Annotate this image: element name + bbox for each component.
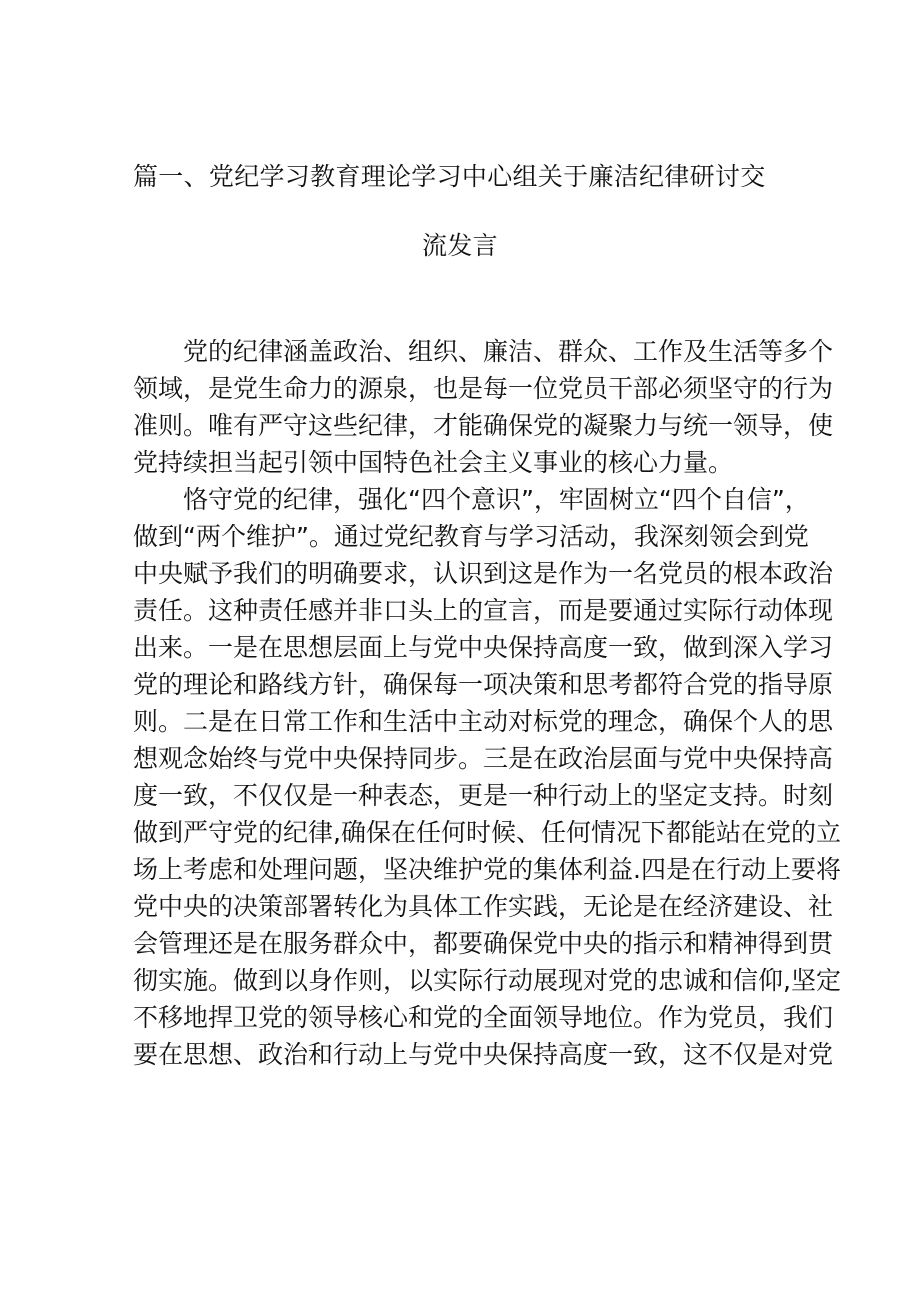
paragraph-2-line: 恪守党的纪律，强化“四个意识”，牢固树立“四个自信”，	[183, 485, 810, 514]
paragraph-2-line: 不移地捍卫党的领导核心和党的全面领导地位。作为党员，我们	[133, 1003, 834, 1032]
paragraph-1-line: 党的纪律涵盖政治、组织、廉洁、群众、工作及生活等多个	[183, 337, 834, 366]
document-title-line-2: 流发言	[422, 231, 498, 260]
paragraph-2-line: 要在思想、政治和行动上与党中央保持高度一致，这不仅是对党	[133, 1040, 834, 1069]
paragraph-2-line: 彻实施。做到以身作则，以实际行动展现对党的忠诚和信仰,坚定	[133, 966, 841, 995]
paragraph-1-line: 领域，是党生命力的源泉，也是每一位党员干部必须坚守的行为	[133, 374, 834, 403]
paragraph-2-line: 做到严守党的纪律,确保在任何时候、任何情况下都能站在党的立	[133, 818, 841, 847]
paragraph-2-line: 度一致，不仅仅是一种表态，更是一种行动上的坚定支持。时刻	[133, 781, 834, 810]
paragraph-2-line: 则。二是在日常工作和生活中主动对标党的理念，确保个人的思	[133, 707, 834, 736]
paragraph-2-line: 想观念始终与党中央保持同步。三是在政治层面与党中央保持高	[133, 744, 834, 773]
paragraph-2-line: 场上考虑和处理问题，坚决维护党的集体利益.四是在行动上要将	[133, 855, 841, 884]
document-title-line-1: 篇一、党纪学习教育理论学习中心组关于廉洁纪律研讨交	[133, 162, 766, 191]
document-body	[133, 333, 841, 1073]
paragraph-2-line: 出来。一是在思想层面上与党中央保持高度一致，做到深入学习	[133, 633, 834, 662]
paragraph-2-line: 党中央的决策部署转化为具体工作实践，无论是在经济建设、社	[133, 892, 834, 921]
paragraph-1-line: 党持续担当起引领中国特色社会主义事业的核心力量。	[133, 448, 734, 477]
paragraph-2-line: 会管理还是在服务群众中，都要确保党中央的指示和精神得到贯	[133, 929, 834, 958]
paragraph-2-line: 责任。这种责任感并非口头上的宣言，而是要通过实际行动体现	[133, 596, 834, 625]
paragraph-1-line: 准则。唯有严守这些纪律，才能确保党的凝聚力与统一领导，使	[133, 411, 834, 440]
paragraph-2-line: 做到“两个维护”。通过党纪教育与学习活动，我深刻领会到党	[133, 522, 809, 551]
paragraph-2-line: 中央赋予我们的明确要求，认识到这是作为一名党员的根本政治	[133, 559, 834, 588]
paragraph-2-line: 党的理论和路线方针，确保每一项决策和思考都符合党的指导原	[133, 670, 834, 699]
